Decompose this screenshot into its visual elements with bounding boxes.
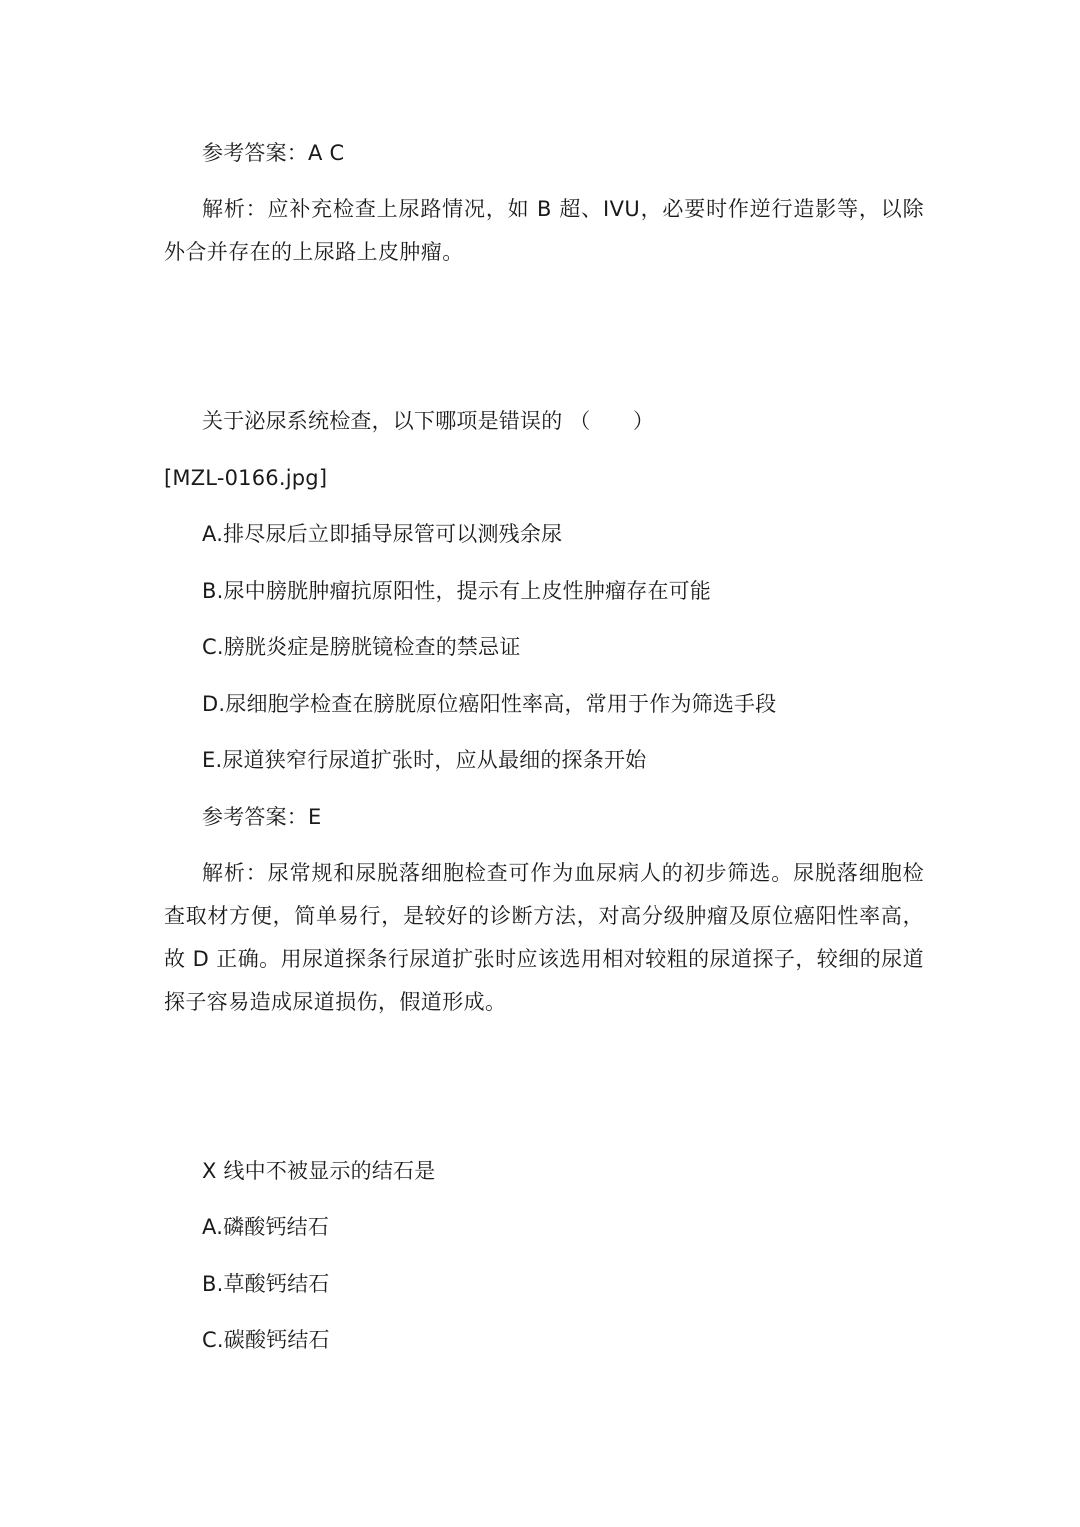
- option-3b: B.草酸钙结石: [202, 1272, 330, 1296]
- image-reference: [MZL-0166.jpg]: [164, 466, 328, 490]
- question-3: X 线中不被显示的结石是: [202, 1159, 436, 1183]
- option-2d: D.尿细胞学检查在膀胱原位癌阳性率高，常用于作为筛选手段: [202, 692, 777, 716]
- answer-line-1: 参考答案：A C: [202, 141, 345, 165]
- answer-line-2: 参考答案：E: [202, 805, 322, 829]
- analysis-paragraph-2: 解析：尿常规和尿脱落细胞检查可作为血尿病人的初步筛选。尿脱落细胞检查取材方便，简单易行，是较好的诊断方法，对高分级肿瘤及原位癌阳性率高，故 D 正确。用尿道探条行尿道扩张时应该选用相对较粗的尿道探子，较细的尿道探子容易造成尿道损伤，假道形成。: [164, 861, 924, 1014]
- option-2e: E.尿道狭窄行尿道扩张时，应从最细的探条开始: [202, 748, 647, 772]
- question-2: 关于泌尿系统检查，以下哪项是错误的 （ ）: [202, 409, 655, 433]
- analysis-paragraph-1: 解析：应补充检查上尿路情况，如 B 超、IVU，必要时作逆行造影等，以除外合并存在的上尿路上皮肿瘤。: [164, 197, 924, 264]
- option-3c: C.碳酸钙结石: [202, 1328, 330, 1352]
- option-2b: B.尿中膀胱肿瘤抗原阳性，提示有上皮性肿瘤存在可能: [202, 579, 712, 603]
- option-2a: A.排尽尿后立即插导尿管可以测残余尿: [202, 522, 563, 546]
- option-2c: C.膀胱炎症是膀胱镜检查的禁忌证: [202, 635, 521, 659]
- option-3a: A.磷酸钙结石: [202, 1215, 330, 1239]
